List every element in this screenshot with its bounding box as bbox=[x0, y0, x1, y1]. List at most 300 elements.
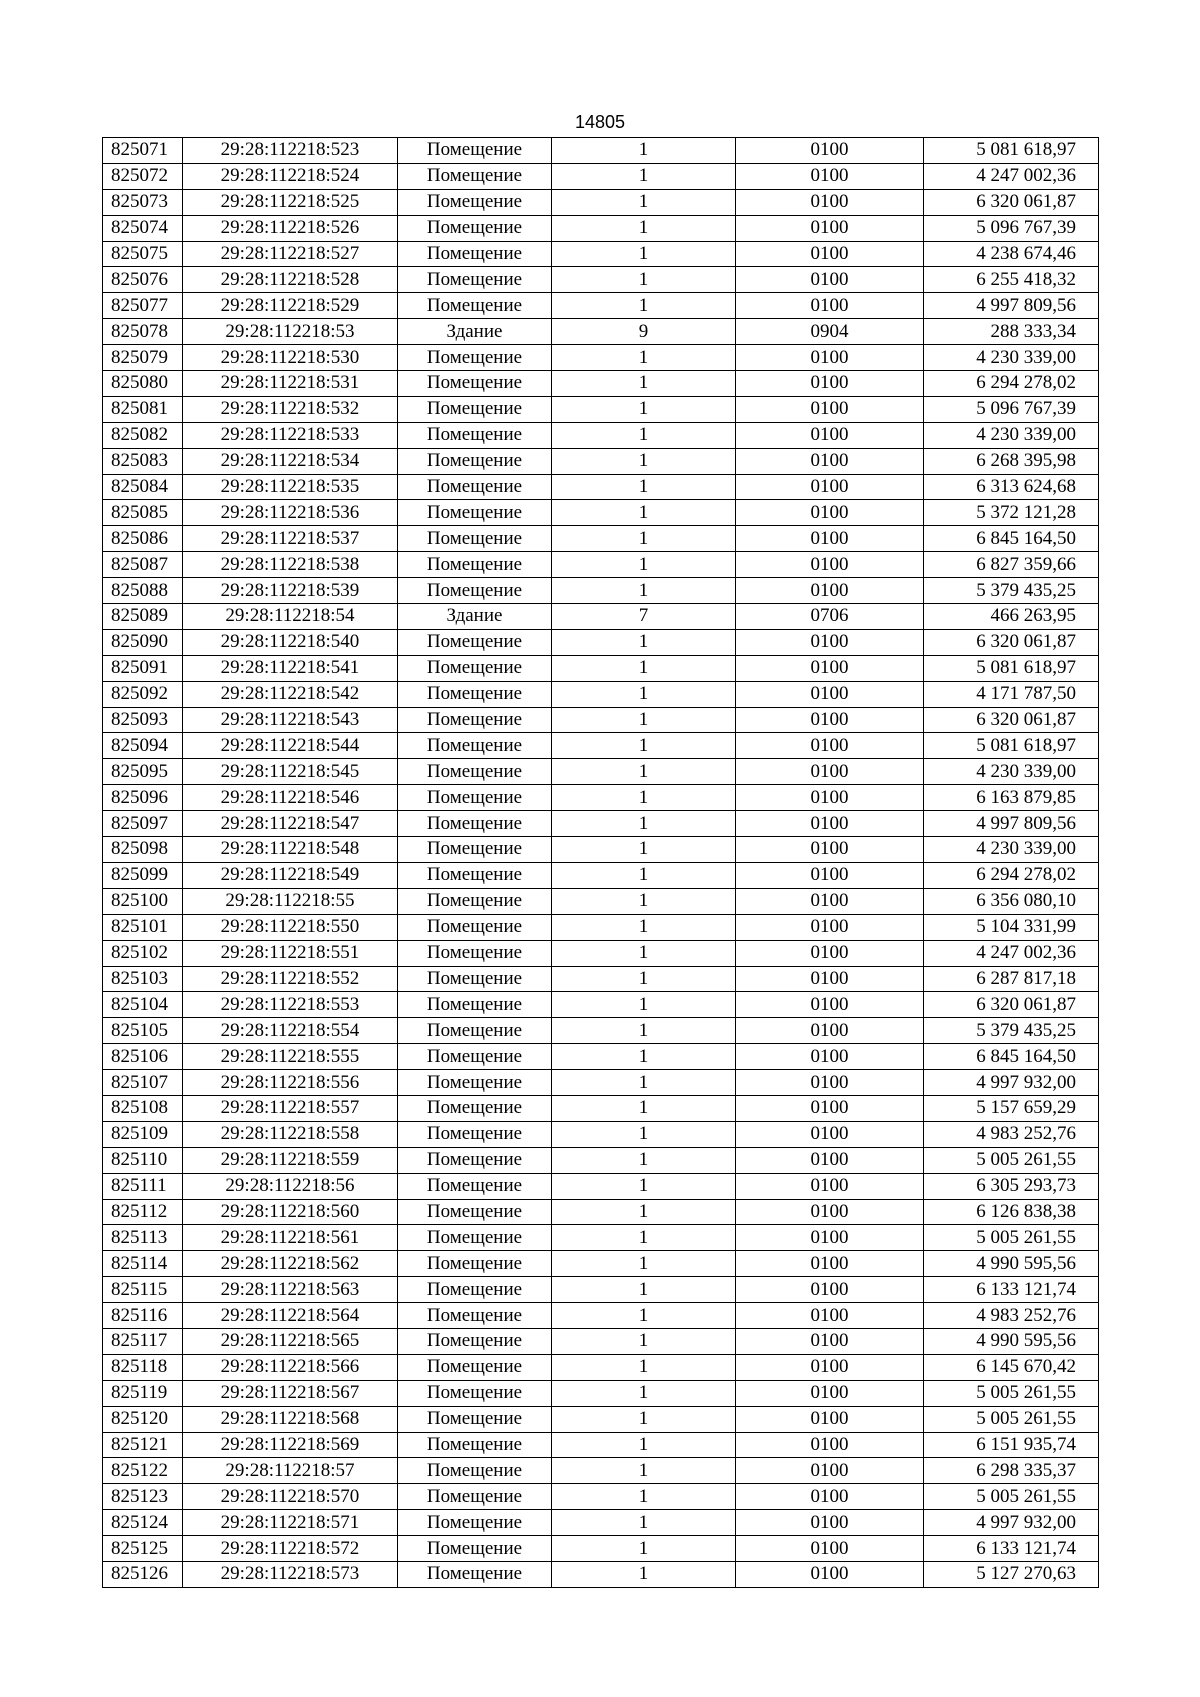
record-number-cell: 825115 bbox=[103, 1277, 183, 1303]
cadastral-number-cell: 29:28:112218:573 bbox=[183, 1561, 398, 1587]
table-row bbox=[103, 396, 1099, 422]
record-number-cell: 825124 bbox=[103, 1510, 183, 1536]
cadastral-number-cell: 29:28:112218:555 bbox=[183, 1044, 398, 1070]
count-cell: 1 bbox=[552, 940, 736, 966]
table-row bbox=[103, 371, 1099, 397]
record-number-cell: 825088 bbox=[103, 578, 183, 604]
cadastral-number-cell: 29:28:112218:544 bbox=[183, 733, 398, 759]
record-number-cell: 825093 bbox=[103, 707, 183, 733]
record-number-cell: 825106 bbox=[103, 1044, 183, 1070]
object-type-cell: Помещение bbox=[398, 1070, 552, 1096]
record-number-cell: 825087 bbox=[103, 552, 183, 578]
object-type-cell: Помещение bbox=[398, 1328, 552, 1354]
code-cell: 0100 bbox=[736, 888, 924, 914]
cadastral-value-cell: 466 263,95 bbox=[924, 604, 1099, 630]
table-row bbox=[103, 345, 1099, 371]
cadastral-value-cell: 4 230 339,00 bbox=[924, 837, 1099, 863]
table-row bbox=[103, 526, 1099, 552]
code-cell: 0100 bbox=[736, 500, 924, 526]
code-cell: 0100 bbox=[736, 837, 924, 863]
cadastral-value-cell: 4 983 252,76 bbox=[924, 1121, 1099, 1147]
table-row bbox=[103, 811, 1099, 837]
table-row bbox=[103, 837, 1099, 863]
code-cell: 0100 bbox=[736, 1277, 924, 1303]
object-type-cell: Помещение bbox=[398, 681, 552, 707]
cadastral-number-cell: 29:28:112218:556 bbox=[183, 1070, 398, 1096]
table-row bbox=[103, 1458, 1099, 1484]
count-cell: 1 bbox=[552, 189, 736, 215]
cadastral-number-cell: 29:28:112218:571 bbox=[183, 1510, 398, 1536]
cadastral-number-cell: 29:28:112218:563 bbox=[183, 1277, 398, 1303]
table-row bbox=[103, 1147, 1099, 1173]
object-type-cell: Помещение bbox=[398, 1095, 552, 1121]
count-cell: 1 bbox=[552, 1561, 736, 1587]
cadastral-value-cell: 4 990 595,56 bbox=[924, 1328, 1099, 1354]
count-cell: 1 bbox=[552, 862, 736, 888]
count-cell: 1 bbox=[552, 1199, 736, 1225]
table-row bbox=[103, 966, 1099, 992]
cadastral-value-cell: 4 997 932,00 bbox=[924, 1070, 1099, 1096]
count-cell: 1 bbox=[552, 1044, 736, 1070]
object-type-cell: Помещение bbox=[398, 1121, 552, 1147]
cadastral-number-cell: 29:28:112218:540 bbox=[183, 629, 398, 655]
cadastral-number-cell: 29:28:112218:526 bbox=[183, 215, 398, 241]
table-row bbox=[103, 138, 1099, 164]
code-cell: 0100 bbox=[736, 552, 924, 578]
object-type-cell: Помещение bbox=[398, 1018, 552, 1044]
cadastral-number-cell: 29:28:112218:57 bbox=[183, 1458, 398, 1484]
object-type-cell: Помещение bbox=[398, 1432, 552, 1458]
object-type-cell: Помещение bbox=[398, 1147, 552, 1173]
cadastral-value-cell: 6 133 121,74 bbox=[924, 1277, 1099, 1303]
code-cell: 0100 bbox=[736, 655, 924, 681]
count-cell: 1 bbox=[552, 1458, 736, 1484]
code-cell: 0100 bbox=[736, 138, 924, 164]
record-number-cell: 825071 bbox=[103, 138, 183, 164]
object-type-cell: Помещение bbox=[398, 1173, 552, 1199]
cadastral-number-cell: 29:28:112218:539 bbox=[183, 578, 398, 604]
cadastral-number-cell: 29:28:112218:534 bbox=[183, 448, 398, 474]
cadastral-value-cell: 6 827 359,66 bbox=[924, 552, 1099, 578]
code-cell: 0100 bbox=[736, 448, 924, 474]
count-cell: 1 bbox=[552, 1406, 736, 1432]
record-number-cell: 825075 bbox=[103, 241, 183, 267]
cadastral-value-cell: 5 005 261,55 bbox=[924, 1147, 1099, 1173]
cadastral-number-cell: 29:28:112218:567 bbox=[183, 1380, 398, 1406]
object-type-cell: Помещение bbox=[398, 1199, 552, 1225]
table-row bbox=[103, 163, 1099, 189]
table-row bbox=[103, 267, 1099, 293]
record-number-cell: 825113 bbox=[103, 1225, 183, 1251]
table-row bbox=[103, 1070, 1099, 1096]
object-type-cell: Помещение bbox=[398, 1251, 552, 1277]
object-type-cell: Помещение bbox=[398, 914, 552, 940]
cadastral-value-cell: 4 247 002,36 bbox=[924, 940, 1099, 966]
object-type-cell: Помещение bbox=[398, 1225, 552, 1251]
object-type-cell: Помещение bbox=[398, 888, 552, 914]
cadastral-number-cell: 29:28:112218:557 bbox=[183, 1095, 398, 1121]
code-cell: 0100 bbox=[736, 526, 924, 552]
record-number-cell: 825101 bbox=[103, 914, 183, 940]
cadastral-number-cell: 29:28:112218:530 bbox=[183, 345, 398, 371]
cadastral-number-cell: 29:28:112218:564 bbox=[183, 1303, 398, 1329]
cadastral-number-cell: 29:28:112218:559 bbox=[183, 1147, 398, 1173]
code-cell: 0100 bbox=[736, 1328, 924, 1354]
table-row bbox=[103, 888, 1099, 914]
cadastral-value-cell: 6 320 061,87 bbox=[924, 189, 1099, 215]
cadastral-number-cell: 29:28:112218:533 bbox=[183, 422, 398, 448]
cadastral-number-cell: 29:28:112218:566 bbox=[183, 1354, 398, 1380]
record-number-cell: 825109 bbox=[103, 1121, 183, 1147]
count-cell: 1 bbox=[552, 707, 736, 733]
cadastral-number-cell: 29:28:112218:552 bbox=[183, 966, 398, 992]
table-row bbox=[103, 604, 1099, 630]
record-number-cell: 825112 bbox=[103, 1199, 183, 1225]
object-type-cell: Помещение bbox=[398, 1277, 552, 1303]
object-type-cell: Здание bbox=[398, 319, 552, 345]
table-row bbox=[103, 448, 1099, 474]
cadastral-number-cell: 29:28:112218:541 bbox=[183, 655, 398, 681]
cadastral-number-cell: 29:28:112218:525 bbox=[183, 189, 398, 215]
cadastral-number-cell: 29:28:112218:528 bbox=[183, 267, 398, 293]
table-row bbox=[103, 785, 1099, 811]
count-cell: 1 bbox=[552, 138, 736, 164]
table-row bbox=[103, 500, 1099, 526]
code-cell: 0100 bbox=[736, 241, 924, 267]
object-type-cell: Помещение bbox=[398, 1380, 552, 1406]
count-cell: 1 bbox=[552, 578, 736, 604]
table-row bbox=[103, 1561, 1099, 1587]
table-row bbox=[103, 422, 1099, 448]
cadastral-number-cell: 29:28:112218:569 bbox=[183, 1432, 398, 1458]
table-row bbox=[103, 552, 1099, 578]
object-type-cell: Помещение bbox=[398, 345, 552, 371]
record-number-cell: 825116 bbox=[103, 1303, 183, 1329]
table-row bbox=[103, 1044, 1099, 1070]
cadastral-value-cell: 5 096 767,39 bbox=[924, 215, 1099, 241]
cadastral-value-cell: 6 145 670,42 bbox=[924, 1354, 1099, 1380]
cadastral-value-cell: 5 005 261,55 bbox=[924, 1225, 1099, 1251]
count-cell: 1 bbox=[552, 759, 736, 785]
cadastral-value-cell: 4 230 339,00 bbox=[924, 422, 1099, 448]
cadastral-number-cell: 29:28:112218:551 bbox=[183, 940, 398, 966]
cadastral-number-cell: 29:28:112218:543 bbox=[183, 707, 398, 733]
table-row bbox=[103, 1536, 1099, 1562]
count-cell: 1 bbox=[552, 1303, 736, 1329]
object-type-cell: Помещение bbox=[398, 1406, 552, 1432]
table-row bbox=[103, 940, 1099, 966]
count-cell: 1 bbox=[552, 681, 736, 707]
object-type-cell: Помещение bbox=[398, 293, 552, 319]
cadastral-value-cell: 5 081 618,97 bbox=[924, 733, 1099, 759]
record-number-cell: 825079 bbox=[103, 345, 183, 371]
cadastral-number-cell: 29:28:112218:572 bbox=[183, 1536, 398, 1562]
record-number-cell: 825080 bbox=[103, 371, 183, 397]
object-type-cell: Помещение bbox=[398, 1561, 552, 1587]
count-cell: 1 bbox=[552, 1095, 736, 1121]
cadastral-value-cell: 4 230 339,00 bbox=[924, 759, 1099, 785]
record-number-cell: 825086 bbox=[103, 526, 183, 552]
count-cell: 1 bbox=[552, 1328, 736, 1354]
record-number-cell: 825114 bbox=[103, 1251, 183, 1277]
code-cell: 0100 bbox=[736, 1147, 924, 1173]
count-cell: 1 bbox=[552, 785, 736, 811]
record-number-cell: 825121 bbox=[103, 1432, 183, 1458]
cadastral-number-cell: 29:28:112218:524 bbox=[183, 163, 398, 189]
table-row bbox=[103, 215, 1099, 241]
cadastral-number-cell: 29:28:112218:562 bbox=[183, 1251, 398, 1277]
record-number-cell: 825072 bbox=[103, 163, 183, 189]
cadastral-value-cell: 4 997 809,56 bbox=[924, 293, 1099, 319]
code-cell: 0100 bbox=[736, 811, 924, 837]
cadastral-number-cell: 29:28:112218:54 bbox=[183, 604, 398, 630]
record-number-cell: 825108 bbox=[103, 1095, 183, 1121]
count-cell: 1 bbox=[552, 345, 736, 371]
table-row bbox=[103, 319, 1099, 345]
count-cell: 1 bbox=[552, 1432, 736, 1458]
count-cell: 9 bbox=[552, 319, 736, 345]
code-cell: 0100 bbox=[736, 1406, 924, 1432]
object-type-cell: Помещение bbox=[398, 215, 552, 241]
count-cell: 1 bbox=[552, 1277, 736, 1303]
code-cell: 0100 bbox=[736, 707, 924, 733]
object-type-cell: Помещение bbox=[398, 163, 552, 189]
count-cell: 1 bbox=[552, 1070, 736, 1096]
count-cell: 1 bbox=[552, 914, 736, 940]
count-cell: 1 bbox=[552, 163, 736, 189]
record-number-cell: 825107 bbox=[103, 1070, 183, 1096]
code-cell: 0100 bbox=[736, 1121, 924, 1147]
object-type-cell: Помещение bbox=[398, 837, 552, 863]
code-cell: 0100 bbox=[736, 629, 924, 655]
table-row bbox=[103, 681, 1099, 707]
record-number-cell: 825095 bbox=[103, 759, 183, 785]
count-cell: 1 bbox=[552, 448, 736, 474]
table-row bbox=[103, 189, 1099, 215]
count-cell: 1 bbox=[552, 526, 736, 552]
object-type-cell: Помещение bbox=[398, 422, 552, 448]
object-type-cell: Помещение bbox=[398, 448, 552, 474]
code-cell: 0100 bbox=[736, 1536, 924, 1562]
cadastral-value-cell: 6 320 061,87 bbox=[924, 707, 1099, 733]
table-row bbox=[103, 1510, 1099, 1536]
table-row bbox=[103, 1121, 1099, 1147]
cadastral-value-cell: 5 372 121,28 bbox=[924, 500, 1099, 526]
count-cell: 1 bbox=[552, 1510, 736, 1536]
count-cell: 1 bbox=[552, 241, 736, 267]
code-cell: 0100 bbox=[736, 422, 924, 448]
cadastral-value-cell: 6 294 278,02 bbox=[924, 862, 1099, 888]
object-type-cell: Помещение bbox=[398, 1484, 552, 1510]
cadastral-number-cell: 29:28:112218:568 bbox=[183, 1406, 398, 1432]
count-cell: 1 bbox=[552, 396, 736, 422]
count-cell: 1 bbox=[552, 422, 736, 448]
cadastral-number-cell: 29:28:112218:55 bbox=[183, 888, 398, 914]
record-number-cell: 825110 bbox=[103, 1147, 183, 1173]
record-number-cell: 825084 bbox=[103, 474, 183, 500]
table-row bbox=[103, 759, 1099, 785]
code-cell: 0100 bbox=[736, 940, 924, 966]
code-cell: 0100 bbox=[736, 1432, 924, 1458]
cadastral-number-cell: 29:28:112218:565 bbox=[183, 1328, 398, 1354]
cadastral-value-cell: 5 005 261,55 bbox=[924, 1406, 1099, 1432]
record-number-cell: 825085 bbox=[103, 500, 183, 526]
object-type-cell: Помещение bbox=[398, 396, 552, 422]
code-cell: 0100 bbox=[736, 1173, 924, 1199]
record-number-cell: 825117 bbox=[103, 1328, 183, 1354]
cadastral-number-cell: 29:28:112218:523 bbox=[183, 138, 398, 164]
cadastral-value-cell: 4 990 595,56 bbox=[924, 1251, 1099, 1277]
cadastral-value-cell: 5 104 331,99 bbox=[924, 914, 1099, 940]
count-cell: 1 bbox=[552, 837, 736, 863]
record-number-cell: 825089 bbox=[103, 604, 183, 630]
code-cell: 0100 bbox=[736, 862, 924, 888]
record-number-cell: 825111 bbox=[103, 1173, 183, 1199]
code-cell: 0100 bbox=[736, 189, 924, 215]
cadastral-number-cell: 29:28:112218:532 bbox=[183, 396, 398, 422]
table-row bbox=[103, 629, 1099, 655]
record-number-cell: 825081 bbox=[103, 396, 183, 422]
code-cell: 0100 bbox=[736, 293, 924, 319]
cadastral-value-cell: 5 081 618,97 bbox=[924, 655, 1099, 681]
code-cell: 0100 bbox=[736, 578, 924, 604]
table-row bbox=[103, 1406, 1099, 1432]
object-type-cell: Помещение bbox=[398, 759, 552, 785]
cadastral-value-cell: 4 171 787,50 bbox=[924, 681, 1099, 707]
object-type-cell: Помещение bbox=[398, 578, 552, 604]
code-cell: 0100 bbox=[736, 1561, 924, 1587]
code-cell: 0100 bbox=[736, 1251, 924, 1277]
cadastral-value-cell: 5 096 767,39 bbox=[924, 396, 1099, 422]
cadastral-value-cell: 6 298 335,37 bbox=[924, 1458, 1099, 1484]
cadastral-value-cell: 6 845 164,50 bbox=[924, 1044, 1099, 1070]
cadastral-number-cell: 29:28:112218:537 bbox=[183, 526, 398, 552]
code-cell: 0100 bbox=[736, 267, 924, 293]
table-row bbox=[103, 992, 1099, 1018]
count-cell: 1 bbox=[552, 1121, 736, 1147]
table-row bbox=[103, 655, 1099, 681]
cadastral-value-cell: 288 333,34 bbox=[924, 319, 1099, 345]
record-number-cell: 825098 bbox=[103, 837, 183, 863]
cadastral-number-cell: 29:28:112218:548 bbox=[183, 837, 398, 863]
record-number-cell: 825125 bbox=[103, 1536, 183, 1562]
code-cell: 0100 bbox=[736, 1070, 924, 1096]
cadastral-value-cell: 4 983 252,76 bbox=[924, 1303, 1099, 1329]
count-cell: 1 bbox=[552, 733, 736, 759]
object-type-cell: Помещение bbox=[398, 371, 552, 397]
record-number-cell: 825077 bbox=[103, 293, 183, 319]
code-cell: 0100 bbox=[736, 733, 924, 759]
code-cell: 0100 bbox=[736, 1510, 924, 1536]
cadastral-number-cell: 29:28:112218:550 bbox=[183, 914, 398, 940]
cadastral-value-cell: 6 133 121,74 bbox=[924, 1536, 1099, 1562]
object-type-cell: Помещение bbox=[398, 1536, 552, 1562]
table-row bbox=[103, 578, 1099, 604]
object-type-cell: Помещение bbox=[398, 267, 552, 293]
code-cell: 0100 bbox=[736, 1484, 924, 1510]
object-type-cell: Помещение bbox=[398, 811, 552, 837]
record-number-cell: 825090 bbox=[103, 629, 183, 655]
record-number-cell: 825073 bbox=[103, 189, 183, 215]
record-number-cell: 825103 bbox=[103, 966, 183, 992]
code-cell: 0100 bbox=[736, 1225, 924, 1251]
cadastral-value-cell: 4 238 674,46 bbox=[924, 241, 1099, 267]
code-cell: 0100 bbox=[736, 1303, 924, 1329]
cadastral-value-cell: 6 255 418,32 bbox=[924, 267, 1099, 293]
object-type-cell: Помещение bbox=[398, 655, 552, 681]
record-number-cell: 825096 bbox=[103, 785, 183, 811]
table-row bbox=[103, 241, 1099, 267]
cadastral-value-cell: 6 163 879,85 bbox=[924, 785, 1099, 811]
code-cell: 0100 bbox=[736, 681, 924, 707]
cadastral-value-cell: 4 997 932,00 bbox=[924, 1510, 1099, 1536]
table-row bbox=[103, 1277, 1099, 1303]
table-row bbox=[103, 1484, 1099, 1510]
cadastral-value-cell: 6 845 164,50 bbox=[924, 526, 1099, 552]
cadastral-value-cell: 5 005 261,55 bbox=[924, 1484, 1099, 1510]
object-type-cell: Помещение bbox=[398, 552, 552, 578]
object-type-cell: Помещение bbox=[398, 733, 552, 759]
cadastral-number-cell: 29:28:112218:558 bbox=[183, 1121, 398, 1147]
cadastral-number-cell: 29:28:112218:549 bbox=[183, 862, 398, 888]
object-type-cell: Помещение bbox=[398, 1044, 552, 1070]
object-type-cell: Помещение bbox=[398, 966, 552, 992]
code-cell: 0100 bbox=[736, 966, 924, 992]
code-cell: 0100 bbox=[736, 1044, 924, 1070]
count-cell: 1 bbox=[552, 474, 736, 500]
record-number-cell: 825118 bbox=[103, 1354, 183, 1380]
cadastral-value-cell: 5 379 435,25 bbox=[924, 578, 1099, 604]
cadastral-value-cell: 5 379 435,25 bbox=[924, 1018, 1099, 1044]
count-cell: 1 bbox=[552, 966, 736, 992]
object-type-cell: Помещение bbox=[398, 241, 552, 267]
object-type-cell: Помещение bbox=[398, 138, 552, 164]
code-cell: 0100 bbox=[736, 1354, 924, 1380]
registry-table bbox=[102, 137, 1099, 1588]
table-row bbox=[103, 1225, 1099, 1251]
object-type-cell: Здание bbox=[398, 604, 552, 630]
table-row bbox=[103, 733, 1099, 759]
count-cell: 1 bbox=[552, 888, 736, 914]
code-cell: 0100 bbox=[736, 1380, 924, 1406]
code-cell: 0100 bbox=[736, 371, 924, 397]
code-cell: 0100 bbox=[736, 345, 924, 371]
object-type-cell: Помещение bbox=[398, 474, 552, 500]
cadastral-value-cell: 6 320 061,87 bbox=[924, 992, 1099, 1018]
record-number-cell: 825120 bbox=[103, 1406, 183, 1432]
code-cell: 0100 bbox=[736, 759, 924, 785]
table-row bbox=[103, 1018, 1099, 1044]
table-row bbox=[103, 1173, 1099, 1199]
cadastral-number-cell: 29:28:112218:542 bbox=[183, 681, 398, 707]
object-type-cell: Помещение bbox=[398, 940, 552, 966]
record-number-cell: 825126 bbox=[103, 1561, 183, 1587]
cadastral-value-cell: 5 157 659,29 bbox=[924, 1095, 1099, 1121]
table-row bbox=[103, 1303, 1099, 1329]
table-row bbox=[103, 862, 1099, 888]
cadastral-number-cell: 29:28:112218:535 bbox=[183, 474, 398, 500]
code-cell: 0100 bbox=[736, 992, 924, 1018]
record-number-cell: 825091 bbox=[103, 655, 183, 681]
cadastral-value-cell: 6 356 080,10 bbox=[924, 888, 1099, 914]
cadastral-value-cell: 5 081 618,97 bbox=[924, 138, 1099, 164]
cadastral-value-cell: 6 126 838,38 bbox=[924, 1199, 1099, 1225]
count-cell: 1 bbox=[552, 1173, 736, 1199]
count-cell: 1 bbox=[552, 371, 736, 397]
record-number-cell: 825078 bbox=[103, 319, 183, 345]
code-cell: 0100 bbox=[736, 396, 924, 422]
cadastral-value-cell: 6 305 293,73 bbox=[924, 1173, 1099, 1199]
